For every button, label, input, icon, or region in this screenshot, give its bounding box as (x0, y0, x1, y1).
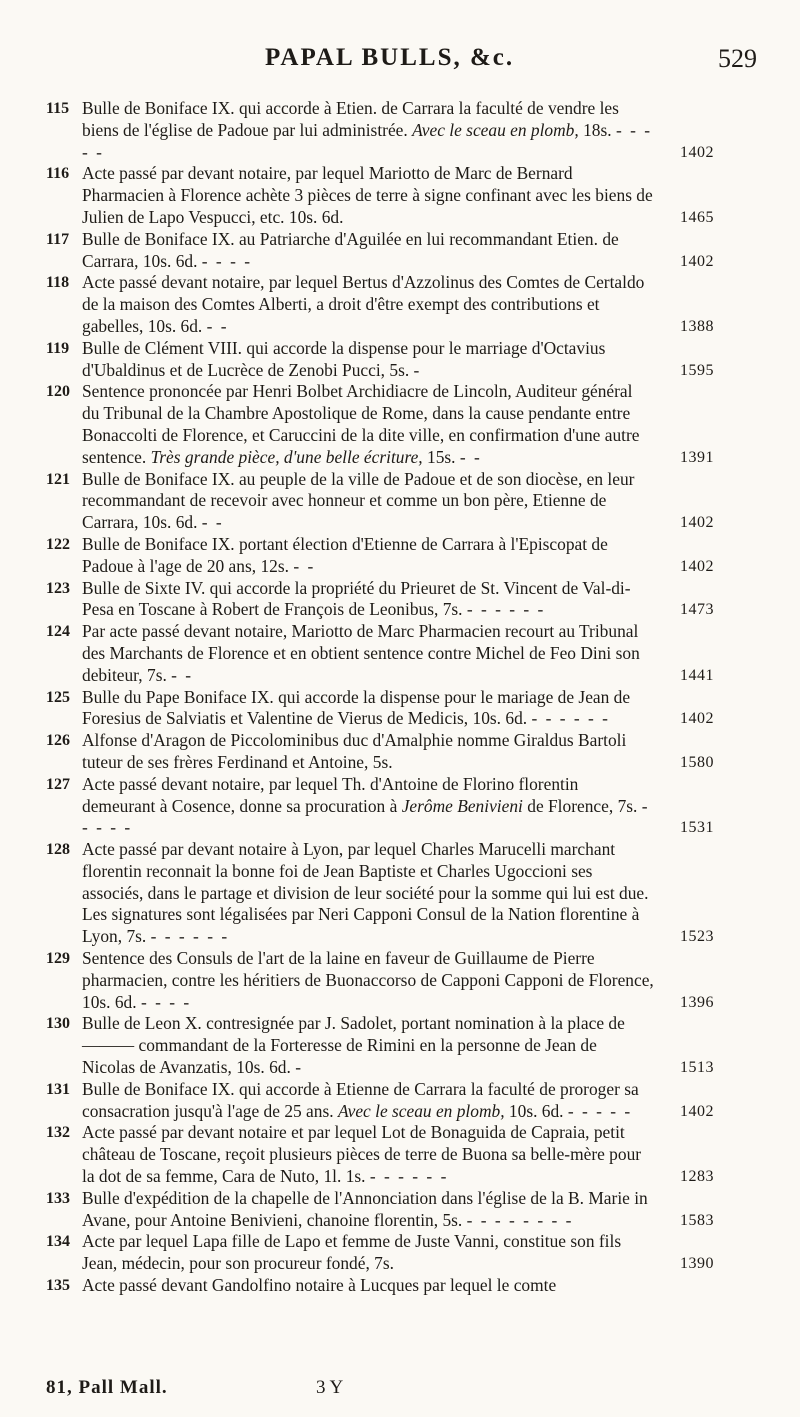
description-text: Acte par lequel Lapa fille de Lapo et femme de Juste Vanni, constitue son fils Jean, médecin, pour son procureur fondé, (82, 1231, 622, 1274)
description-text: Acte passé par devant notaire, par lequel Mariotto de Marc de Bernard Pharmacien à Florence achète 3 pièces de terre à signe confinant avec les biens de Julien de Lapo Vespucci, etc. (82, 163, 653, 227)
lot-number: 135 (46, 1277, 70, 1295)
description-text: Bulle de Boniface IX. portant élection d'Etienne de Carrara à l'Episcopat de Padoue à l'age de 20 ans, (82, 533, 608, 576)
description-text: Bulle de Clément VIII. qui accorde la dispense pour le marriage d'Octavius d'Ubaldinus et de Lucrèce de Zenobi Pucci, (82, 337, 606, 380)
catalogue-entry (0, 229, 800, 273)
leader-dashes: - (295, 1057, 303, 1078)
lot-description (82, 1231, 654, 1275)
description-text: Bulle d'expédition de la chapelle de l'Annonciation dans l'église de la B. Marie in Avane, pour Antoine Benivieni, chanoine florentin, (82, 1187, 648, 1230)
lot-year: 1402 (680, 710, 714, 728)
lot-price: 18s. (583, 119, 612, 140)
lot-number: 132 (46, 1124, 70, 1142)
leader-dashes: - (413, 359, 422, 380)
leader-dashes: - - - - - - (150, 926, 230, 947)
description-text: Acte passé devant Gandolfino notaire à Lucques par lequel le comte (82, 1275, 557, 1296)
lot-number: 130 (46, 1015, 70, 1033)
page-number: 529 (718, 44, 757, 73)
leader-dashes: - - - - - (82, 119, 653, 162)
lot-year: 1580 (680, 753, 714, 771)
lot-year: 1396 (680, 993, 714, 1011)
lot-price: 10s. 6d. (472, 708, 528, 729)
lot-year: 1531 (680, 819, 714, 837)
description-text: Bulle de Boniface IX. au peuple de la ville de Padoue et de son diocèse, en leur recommandant de recevoir avec honneur et comme un bon père, Etienne de Carrara, (82, 468, 635, 533)
lot-description (82, 1079, 654, 1123)
leader-dashes: - - - - - - - - (466, 1209, 574, 1230)
lot-price: 10s. 6d. (236, 1057, 291, 1078)
lot-description (82, 948, 654, 1013)
lot-description (82, 534, 654, 578)
catalogue-entry (0, 774, 800, 839)
italic-note: Très grande pièce, d'une belle écriture, (150, 446, 423, 467)
lot-number: 117 (46, 230, 70, 248)
leader-dashes: - - - - (201, 250, 253, 271)
lot-description (82, 338, 654, 382)
leader-dashes: - - - - - - (531, 708, 610, 729)
lot-price: 7s. (442, 599, 463, 620)
description-text: Sentence prononcée par Henri Bolbet Archidiacre de Lincoln, Auditeur général du Tribunal de la Chambre Apostolique de Rome, dans la cause pendante entre Bonaccolti de Florence, et Caruccini de la dite ville, en confirmation d'une autre sentence. (82, 381, 640, 467)
italic-note: Jerôme Benivieni (401, 795, 523, 816)
lot-price: 5s. (372, 751, 393, 772)
catalogue-entry (0, 1013, 800, 1078)
lot-price: 10s. 6d. (142, 512, 198, 533)
description-text: Bulle du Pape Boniface IX. qui accorde la dispense pour le mariage de Jean de Foresius de Salviatis et Valentine de Vierus de Medicis, (82, 686, 631, 729)
lot-number: 125 (46, 688, 70, 706)
lot-description (82, 469, 654, 534)
description-text: Bulle de Sixte IV. qui accorde la propriété du Prieuret de St. Vincent de Val-di-Pesa en Toscane à Robert de François de Leonibus, (82, 577, 631, 620)
leader-dashes: - - (201, 512, 224, 533)
lot-description (82, 839, 654, 948)
leader-dashes: - - - - - (82, 795, 650, 838)
catalogue-entry (0, 621, 800, 686)
lot-description (82, 163, 654, 228)
lot-price: 10s. 6d. (508, 1100, 564, 1121)
lot-description (82, 578, 654, 622)
lot-year: 1583 (680, 1211, 714, 1229)
lot-year: 1595 (680, 361, 714, 379)
running-head (0, 44, 800, 84)
lot-number: 134 (46, 1233, 70, 1251)
italic-note: Avec le sceau en plomb, (337, 1100, 505, 1121)
lot-description (82, 687, 654, 731)
lot-number: 129 (46, 950, 70, 968)
lot-year: 1523 (680, 928, 714, 946)
lot-description (82, 98, 654, 163)
leader-dashes: - - - - - (567, 1100, 633, 1121)
lot-number: 120 (46, 383, 70, 401)
lot-number: 121 (46, 470, 70, 488)
catalogue-entry (0, 578, 800, 622)
lot-number: 126 (46, 732, 70, 750)
catalogue-entry (0, 1231, 800, 1275)
lot-price: 7s. (617, 795, 638, 816)
lot-number: 115 (46, 100, 70, 117)
lot-year: 1513 (680, 1059, 714, 1077)
lot-price: 10s. 6d. (82, 991, 137, 1012)
description-text: Sentence des Consuls de l'art de la laine en faveur de Guillaume de Pierre pharmacien, contre les héritiers de Buonaccorso de Capponi Capponi de Florence, (82, 948, 654, 990)
lot-number: 116 (46, 165, 70, 183)
lot-price: 5s. (442, 1209, 463, 1230)
lot-year: 1388 (680, 317, 714, 335)
leader-dashes: - - (459, 446, 482, 467)
lot-number: 133 (46, 1189, 70, 1207)
leader-dashes: - - - - (140, 991, 192, 1012)
description-text-cont: de Florence, (527, 795, 614, 816)
lot-year: 1465 (680, 208, 714, 226)
lot-price: 15s. (427, 446, 456, 467)
lot-number: 127 (46, 775, 70, 793)
lot-description (82, 621, 654, 686)
lot-price: 10s. 6d. (142, 250, 198, 271)
leader-dashes: - - - - - - (369, 1166, 449, 1187)
lot-price: 7s. (374, 1253, 394, 1274)
catalogue-entry (0, 1275, 800, 1297)
lot-price: 10s. 6d. (288, 206, 344, 227)
catalogue-entry (0, 338, 800, 382)
catalogue-entry (0, 163, 800, 228)
lot-number: 128 (46, 841, 70, 859)
imprint: 81, Pall Mall. (46, 1377, 168, 1398)
lot-year: 1402 (680, 514, 714, 532)
leader-dashes: - - (206, 315, 229, 336)
lot-description (82, 1013, 654, 1078)
catalogue-entry (0, 730, 800, 774)
lot-description (82, 1275, 654, 1297)
leader-dashes: - - (171, 664, 194, 685)
lot-price: 1l. 1s. (323, 1166, 366, 1187)
signature-mark: 3 Y (316, 1377, 344, 1398)
leader-dashes: - - (293, 555, 316, 576)
lot-number: 122 (46, 535, 70, 553)
description-text: Alfonse d'Aragon de Piccolominibus duc d'Amalphie nomme Giraldus Bartoli tuteur de ses frères Ferdinand et Antoine, (82, 730, 627, 772)
lot-description (82, 730, 654, 774)
lot-year: 1402 (680, 557, 714, 575)
catalogue-entry (0, 839, 800, 948)
lot-price: 10s. 6d. (147, 315, 203, 336)
lot-description (82, 272, 654, 337)
lot-description (82, 229, 654, 273)
lot-price: 12s. (260, 555, 289, 576)
lot-description (82, 774, 654, 839)
lot-year: 1402 (680, 252, 714, 270)
leader-dashes: - - - - - - (466, 599, 546, 620)
lot-number: 119 (46, 339, 70, 357)
lot-price: 7s. (126, 926, 147, 947)
description-text: Bulle de Boniface IX. qui accorde à Etienne de Carrara la faculté de proroger sa consacration jusqu'à l'age de 25 ans. (82, 1078, 639, 1121)
catalogue-entry (0, 534, 800, 578)
catalogue-entry (0, 948, 800, 1013)
italic-note: Avec le sceau en plomb, (412, 119, 579, 140)
lot-year: 1402 (680, 143, 714, 161)
lot-year: 1390 (680, 1255, 714, 1273)
catalogue-entry (0, 272, 800, 337)
lot-description (82, 381, 654, 468)
lot-number: 131 (46, 1080, 70, 1098)
description-text: Acte passé par devant notaire à Lyon, par lequel Charles Marucelli marchant florentin reconnait la bonne foi de Jean Baptiste et Charles Ugoccioni ses associés, dans le partage et division de leur société pour la somme qui lui est due. Les signatures sont légalisées par Neri Capponi Consul de la Nation florentine à Lyon, (82, 839, 649, 947)
lot-description (82, 1122, 654, 1187)
lot-year: 1391 (680, 448, 714, 466)
lot-description (82, 1188, 654, 1232)
lot-year: 1283 (680, 1168, 714, 1186)
description-text: Bulle de Boniface IX. au Patriarche d'Aguilée en lui recommandant Etien. de Carrara, (82, 228, 619, 271)
catalogue-entry (0, 1122, 800, 1187)
lot-price: 5s. (389, 359, 410, 380)
lot-number: 124 (46, 623, 70, 641)
catalogue-entry (0, 1188, 800, 1232)
page-title: PAPAL BULLS, &c. (265, 44, 515, 71)
description-text: Bulle de Boniface IX. qui accorde à Etien. de Carrara la faculté de vendre les biens de l'église de Padoue par lui administrée. (82, 98, 619, 140)
catalogue-entry (0, 381, 800, 468)
description-text: Acte passé par devant notaire et par lequel Lot de Bonaguida de Capraia, petit château de Toscane, reçoit plusieurs pièces de terre de Buona sa belle-mère pour la dot de sa femme, Cara de Nuto, (82, 1122, 642, 1187)
lot-number: 123 (46, 579, 70, 597)
catalogue-entry (0, 469, 800, 534)
description-text: Par acte passé devant notaire, Mariotto de Marc Pharmacien recourt au Tribunal des Marchants de Florence et en obtient sentence contre Michel de Feo Dini son debiteur, (82, 621, 640, 685)
lot-year: 1441 (680, 666, 714, 684)
catalogue-entry (0, 98, 800, 163)
catalogue-entry (0, 1079, 800, 1123)
lot-year: 1473 (680, 601, 714, 619)
page-footer (46, 1377, 344, 1399)
catalogue-entries (0, 98, 800, 1297)
lot-year: 1402 (680, 1102, 714, 1120)
description-text: Acte passé devant notaire, par lequel Th. d'Antoine de Florino florentin demeurant à Cosence, donne sa procuration à (82, 773, 579, 816)
description-text: Bulle de Leon X. contresignée par J. Sadolet, portant nomination à la place de ——— commandant de la Forteresse de Rimini en la personne de Jean de Nicolas de Avanzatis, (82, 1013, 625, 1078)
catalogue-entry (0, 687, 800, 731)
lot-price: 7s. (147, 664, 167, 685)
lot-number: 118 (46, 274, 70, 292)
description-text: Acte passé devant notaire, par lequel Bertus d'Azzolinus des Comtes de Certaldo de la maison des Comtes Alberti, a droit d'être exempt des contributions et gabelles, (82, 272, 645, 336)
